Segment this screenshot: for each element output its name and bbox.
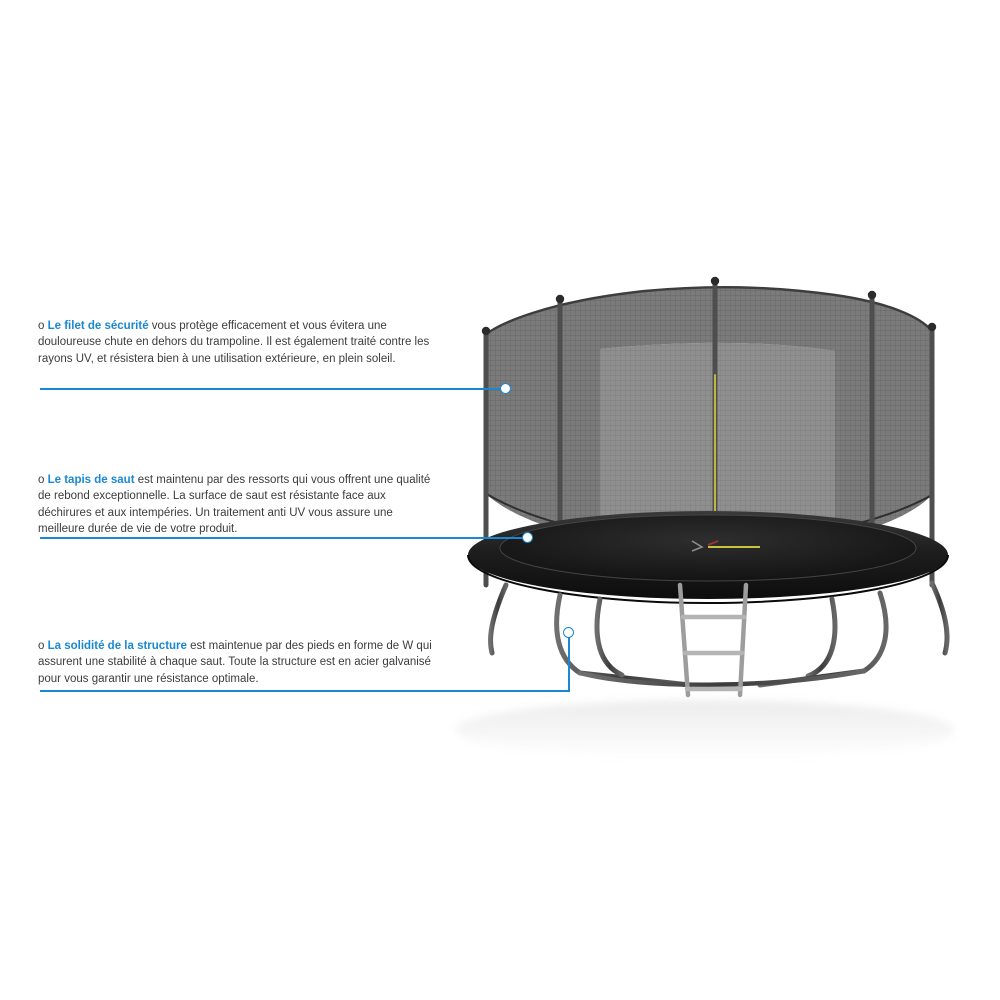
callout-body: vous protège efficacement et vous évitera une douloureuse chute en dehors du trampoline. Il est également traité contre les rayons UV, et résistera bien à une utilisation extérieure, en plein soleil.: [38, 320, 430, 365]
callout-bullet: o: [38, 474, 45, 486]
callout-bullet: o: [38, 640, 45, 652]
callout-lead: La solidité de la structure: [47, 640, 187, 652]
frame-pad: [468, 511, 948, 603]
marker-structure: [563, 627, 574, 638]
callout-structure-strength: [38, 638, 438, 687]
callout-lead: Le filet de sécurité: [47, 320, 149, 332]
marker-safety-net: [500, 383, 511, 394]
callout-jump-mat: [38, 472, 438, 537]
safety-net: [485, 287, 932, 545]
ladder: [680, 585, 746, 695]
callout-bullet: o: [38, 320, 45, 332]
callout-body: est maintenue par des pieds en forme de W qui assurent une stabilité à chaque saut. Toute la structure est en acier galvanisé pour vous garantir une résistance optimale.: [38, 640, 432, 685]
trampoline-illustration: [440, 255, 980, 735]
callout-lead: Le tapis de saut: [47, 474, 135, 486]
callout-safety-net: [38, 318, 438, 367]
marker-jump-mat: [522, 532, 533, 543]
callout-body: est maintenu par des ressorts qui vous offrent une qualité de rebond exceptionnelle. La surface de saut est résistante face aux déchirures et aux intempéries. Un traitement anti UV vous assure une meilleure durée de vie de votre produit.: [38, 474, 431, 535]
